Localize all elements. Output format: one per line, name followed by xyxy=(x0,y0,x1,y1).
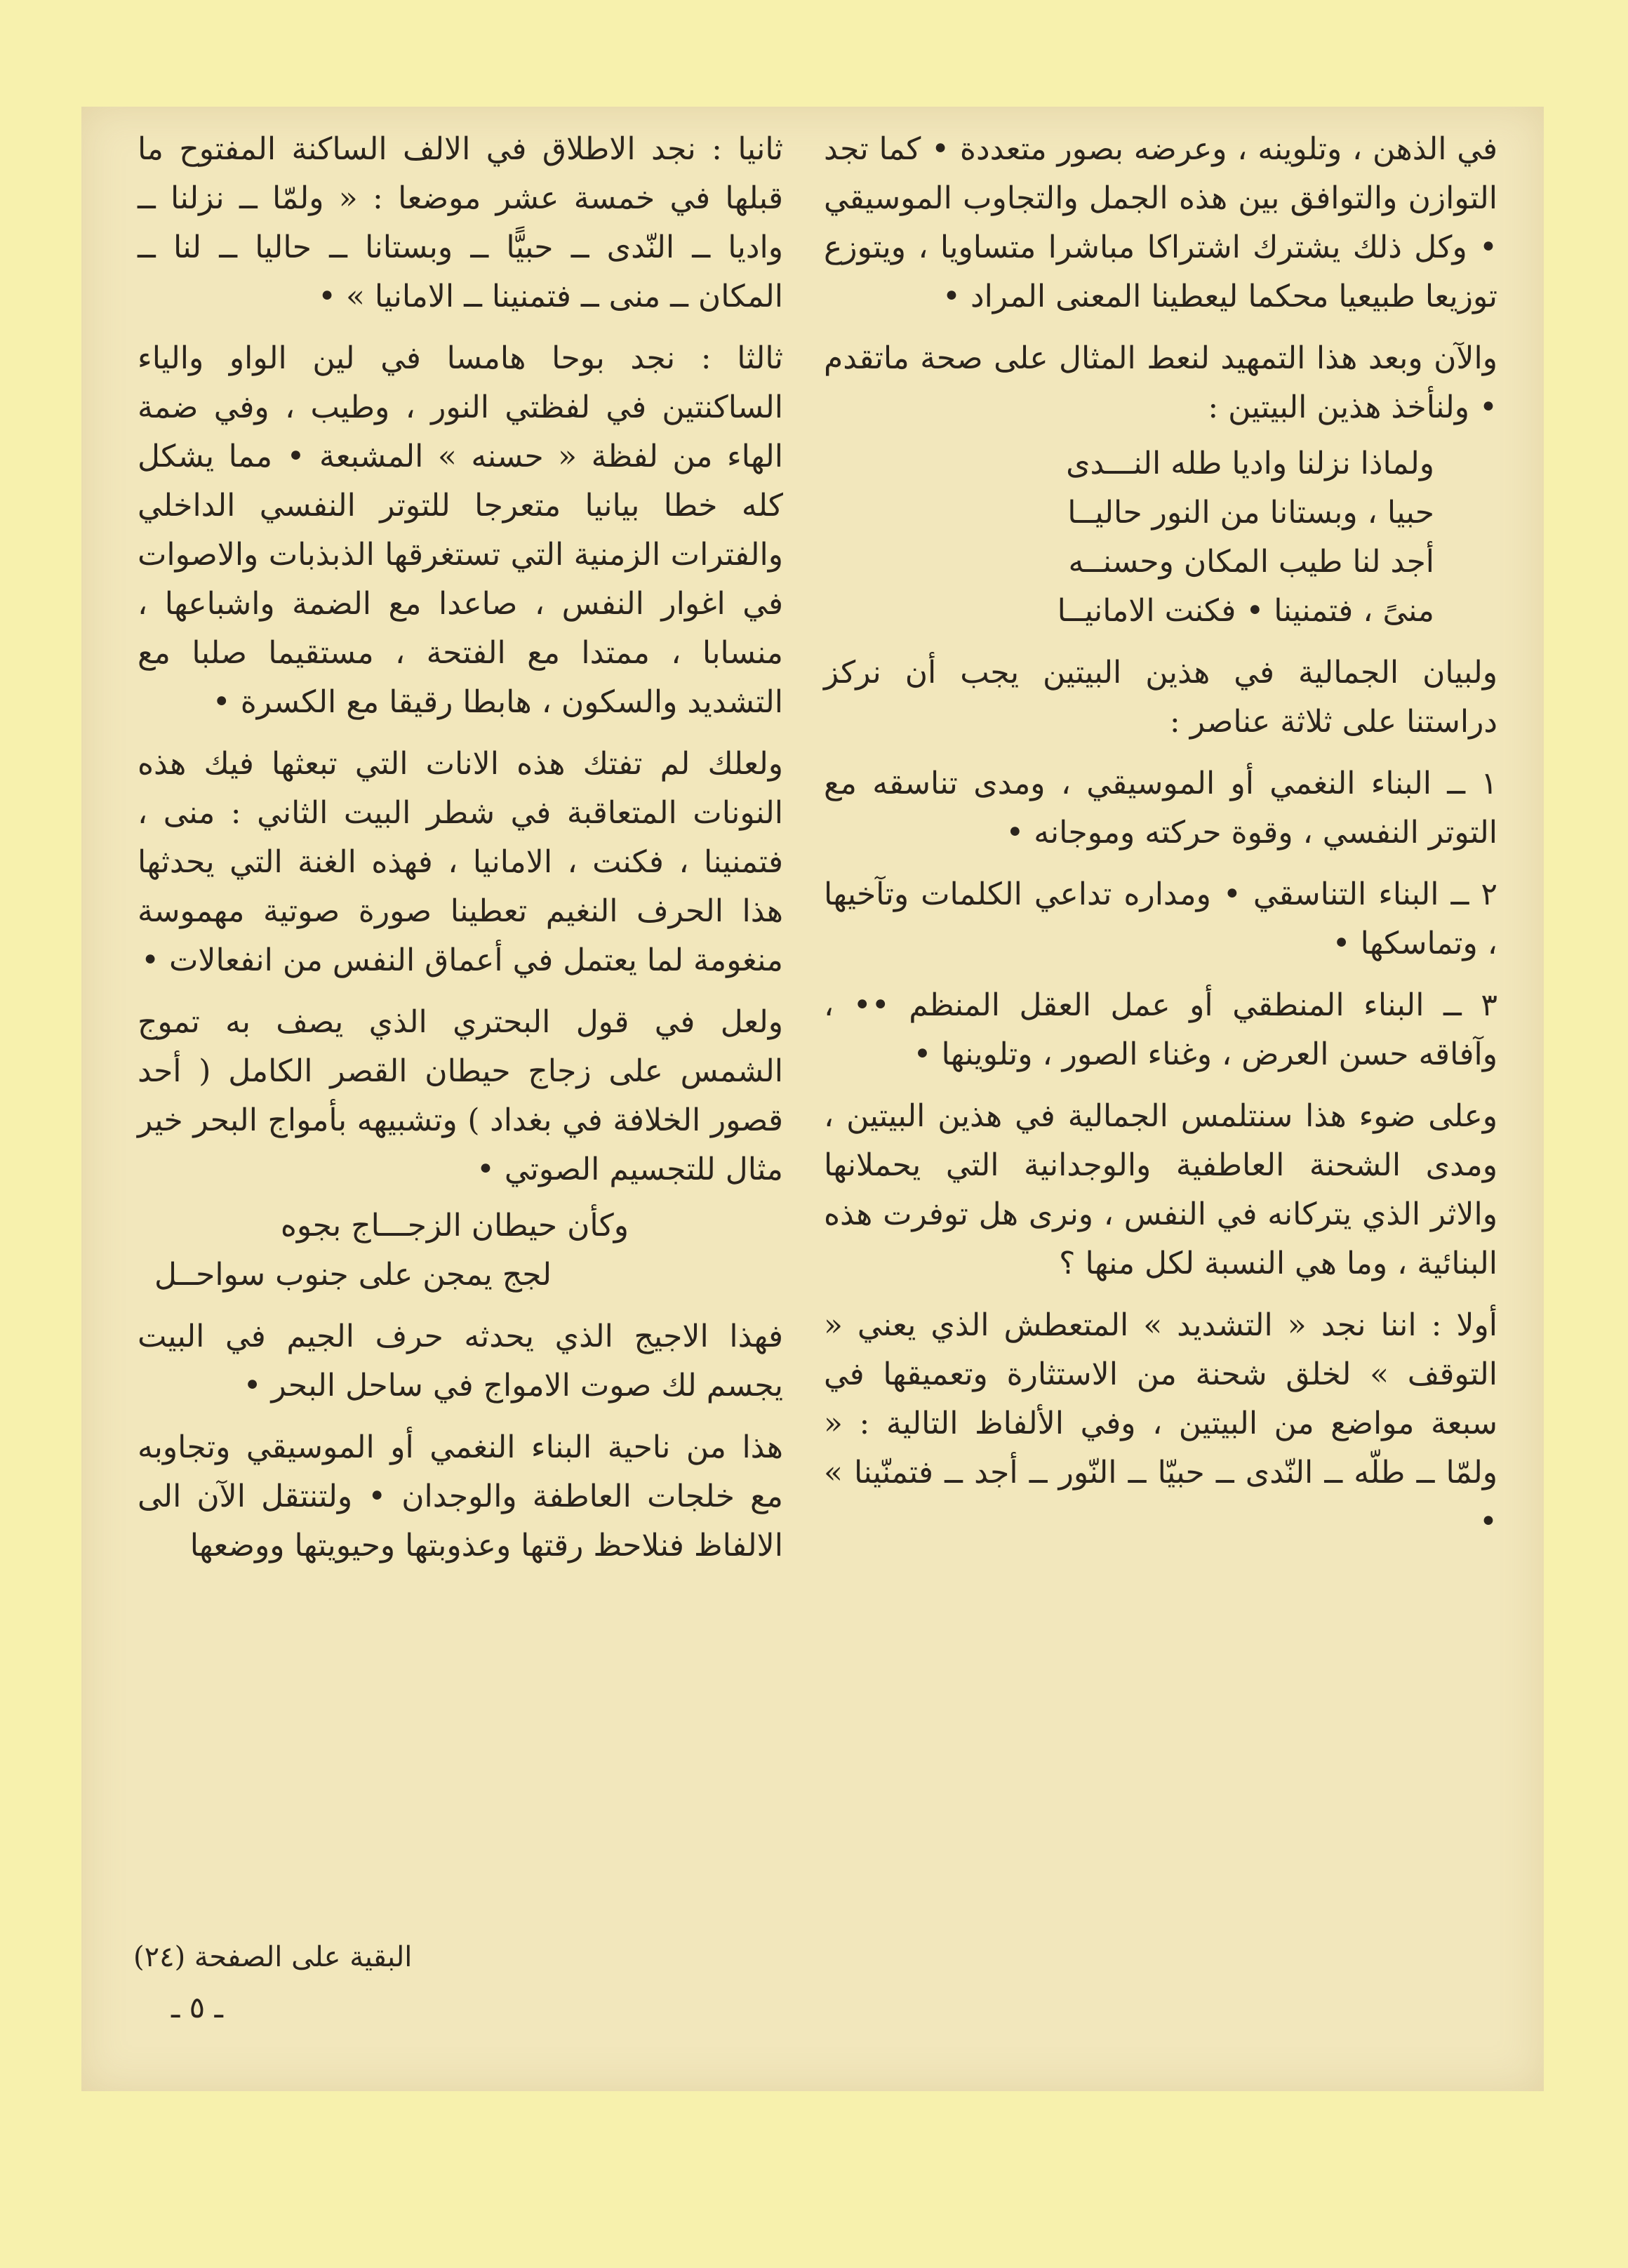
paragraph: ثالثا : نجد بوحا هامسا في لين الواو والياء الساكنتين في لفظتي النور ، وطيب ، وفي ضمة الهاء من لفظة « حسنه » المشبعة • مما يشكل كله خطا بيانيا متعرجا للتوتر النفسي الداخلي والفترات الزمنية التي تستغرقها الذبذبات والاصوات في اغوار النفس ، صاعدا مع الضمة واشباعها ، منسابا ، ممتدا مع الفتحة ، مستقيما صلبا مع التشديد والسكون ، هابطا رقيقا مع الكسرة • xyxy=(138,340,783,720)
right-column xyxy=(824,125,1497,1559)
verse-line: حبيا ، وبستانا من النور حاليــا xyxy=(1067,495,1434,531)
paragraph: هذا من ناحية البناء النغمي أو الموسيقي وتجاوبه مع خلجات العاطفة والوجدان • ولتنتقل الآن الى الالفاظ فنلاحظ رقتها وعذوبتها وحيويتها ووضعها xyxy=(138,1429,783,1563)
verse-line: منىً ، فتمنينا • فكنت الامانيــا xyxy=(1057,593,1434,629)
list-item: ٢ ــ البناء التناسقي • ومداره تداعي الكلمات وتآخيها ، وتماسكها • xyxy=(824,876,1497,961)
paragraph: في الذهن ، وتلوينه ، وعرضه بصور متعددة • كما تجد التوازن والتوافق بين هذه الجمل والتجاوب الموسيقي • وكل ذلك يشترك اشتراكا مباشرا متساويا ، ويتوزع توزيعا طبيعيا محكما ليعطينا المعنى المراد • xyxy=(824,131,1497,314)
paragraph: ولعلك لم تفتك هذه الانات التي تبعثها فيك هذه النونات المتعاقبة في شطر البيت الثاني : منى ، فتمنينا ، فكنت ، الامانيا ، فهذه الغنة التي يحدثها هذا الحرف النغيم تعطينا صورة صوتية مهموسة منغومة لما يعتمل في أعماق النفس من انفعالات • xyxy=(138,746,783,978)
poem-verse xyxy=(138,1201,783,1300)
paragraph: والآن وبعد هذا التمهيد لنعط المثال على صحة ماتقدم • ولنأخذ هذين البيتين : xyxy=(824,340,1497,425)
paragraph: وعلى ضوء هذا سنتلمس الجمالية في هذين البيتين ، ومدى الشحنة العاطفية والوجدانية التي يحملانها والاثر الذي يتركانه في النفس ، ونرى هل توفرت هذه البنائية ، وما هي النسبة لكل منها ؟ xyxy=(824,1098,1497,1281)
poem-verse xyxy=(824,439,1497,636)
list-item: ١ ــ البناء النغمي أو الموسيقي ، ومدى تناسقه مع التوتر النفسي ، وقوة حركته وموجانه • xyxy=(824,766,1497,850)
verse-line: أجد لنا طيب المكان وحسنــه xyxy=(1068,544,1434,580)
paragraph: ثانيا : نجد الاطلاق في الالف الساكنة المفتوح ما قبلها في خمسة عشر موضعا : « ولمّا ــ نزلنا ــ واديا ــ النّدى ــ حبيًّا ــ وبستانا ــ حاليا ــ لنا ــ المكان ــ منى ــ فتمنينا ــ الامانيا » • xyxy=(138,131,783,314)
paragraph: ولبيان الجمالية في هذين البيتين يجب أن نركز دراستنا على ثلاثة عناصر : xyxy=(824,655,1497,740)
left-column xyxy=(138,125,783,1583)
list-item: ٣ ــ البناء المنطقي أو عمل العقل المنظم •• ، وآفاقه حسن العرض ، وغناء الصور ، وتلوينها • xyxy=(824,987,1497,1072)
paragraph: فهذا الاجيج الذي يحدثه حرف الجيم في البيت يجسم لك صوت الامواج في ساحل البحر • xyxy=(138,1319,783,1403)
verse-line: لجج يمجن على جنوب سواحــل xyxy=(154,1257,552,1293)
page-number: ـ ٥ ـ xyxy=(171,1990,223,2024)
verse-line: وكأن حيطان الزجـــاج بجوه xyxy=(280,1208,629,1243)
continued-note: البقية على الصفحة (٢٤) xyxy=(133,1941,413,1973)
paragraph: أولا : اننا نجد « التشديد » المتعطش الذي يعني « التوقف » لخلق شحنة من الاستثارة وتعميقها في سبعة مواضع من البيتين ، وفي الألفاظ التالية : « ولمّا ــ طلّه ــ النّدى ــ حبيّا ــ النّور ــ أجد ــ فتمنّينا » • xyxy=(824,1307,1497,1540)
paragraph: ولعل في قول البحتري الذي يصف به تموج الشمس على زجاج حيطان القصر الكامل ( أحد قصور الخلافة في بغداد ) وتشبيهه بأمواج البحر خير مثال للتجسيم الصوتي • xyxy=(138,1004,784,1187)
page-sheet xyxy=(81,107,1544,2091)
verse-line: ولماذا نزلنا واديا طله النـــدى xyxy=(1066,446,1434,481)
